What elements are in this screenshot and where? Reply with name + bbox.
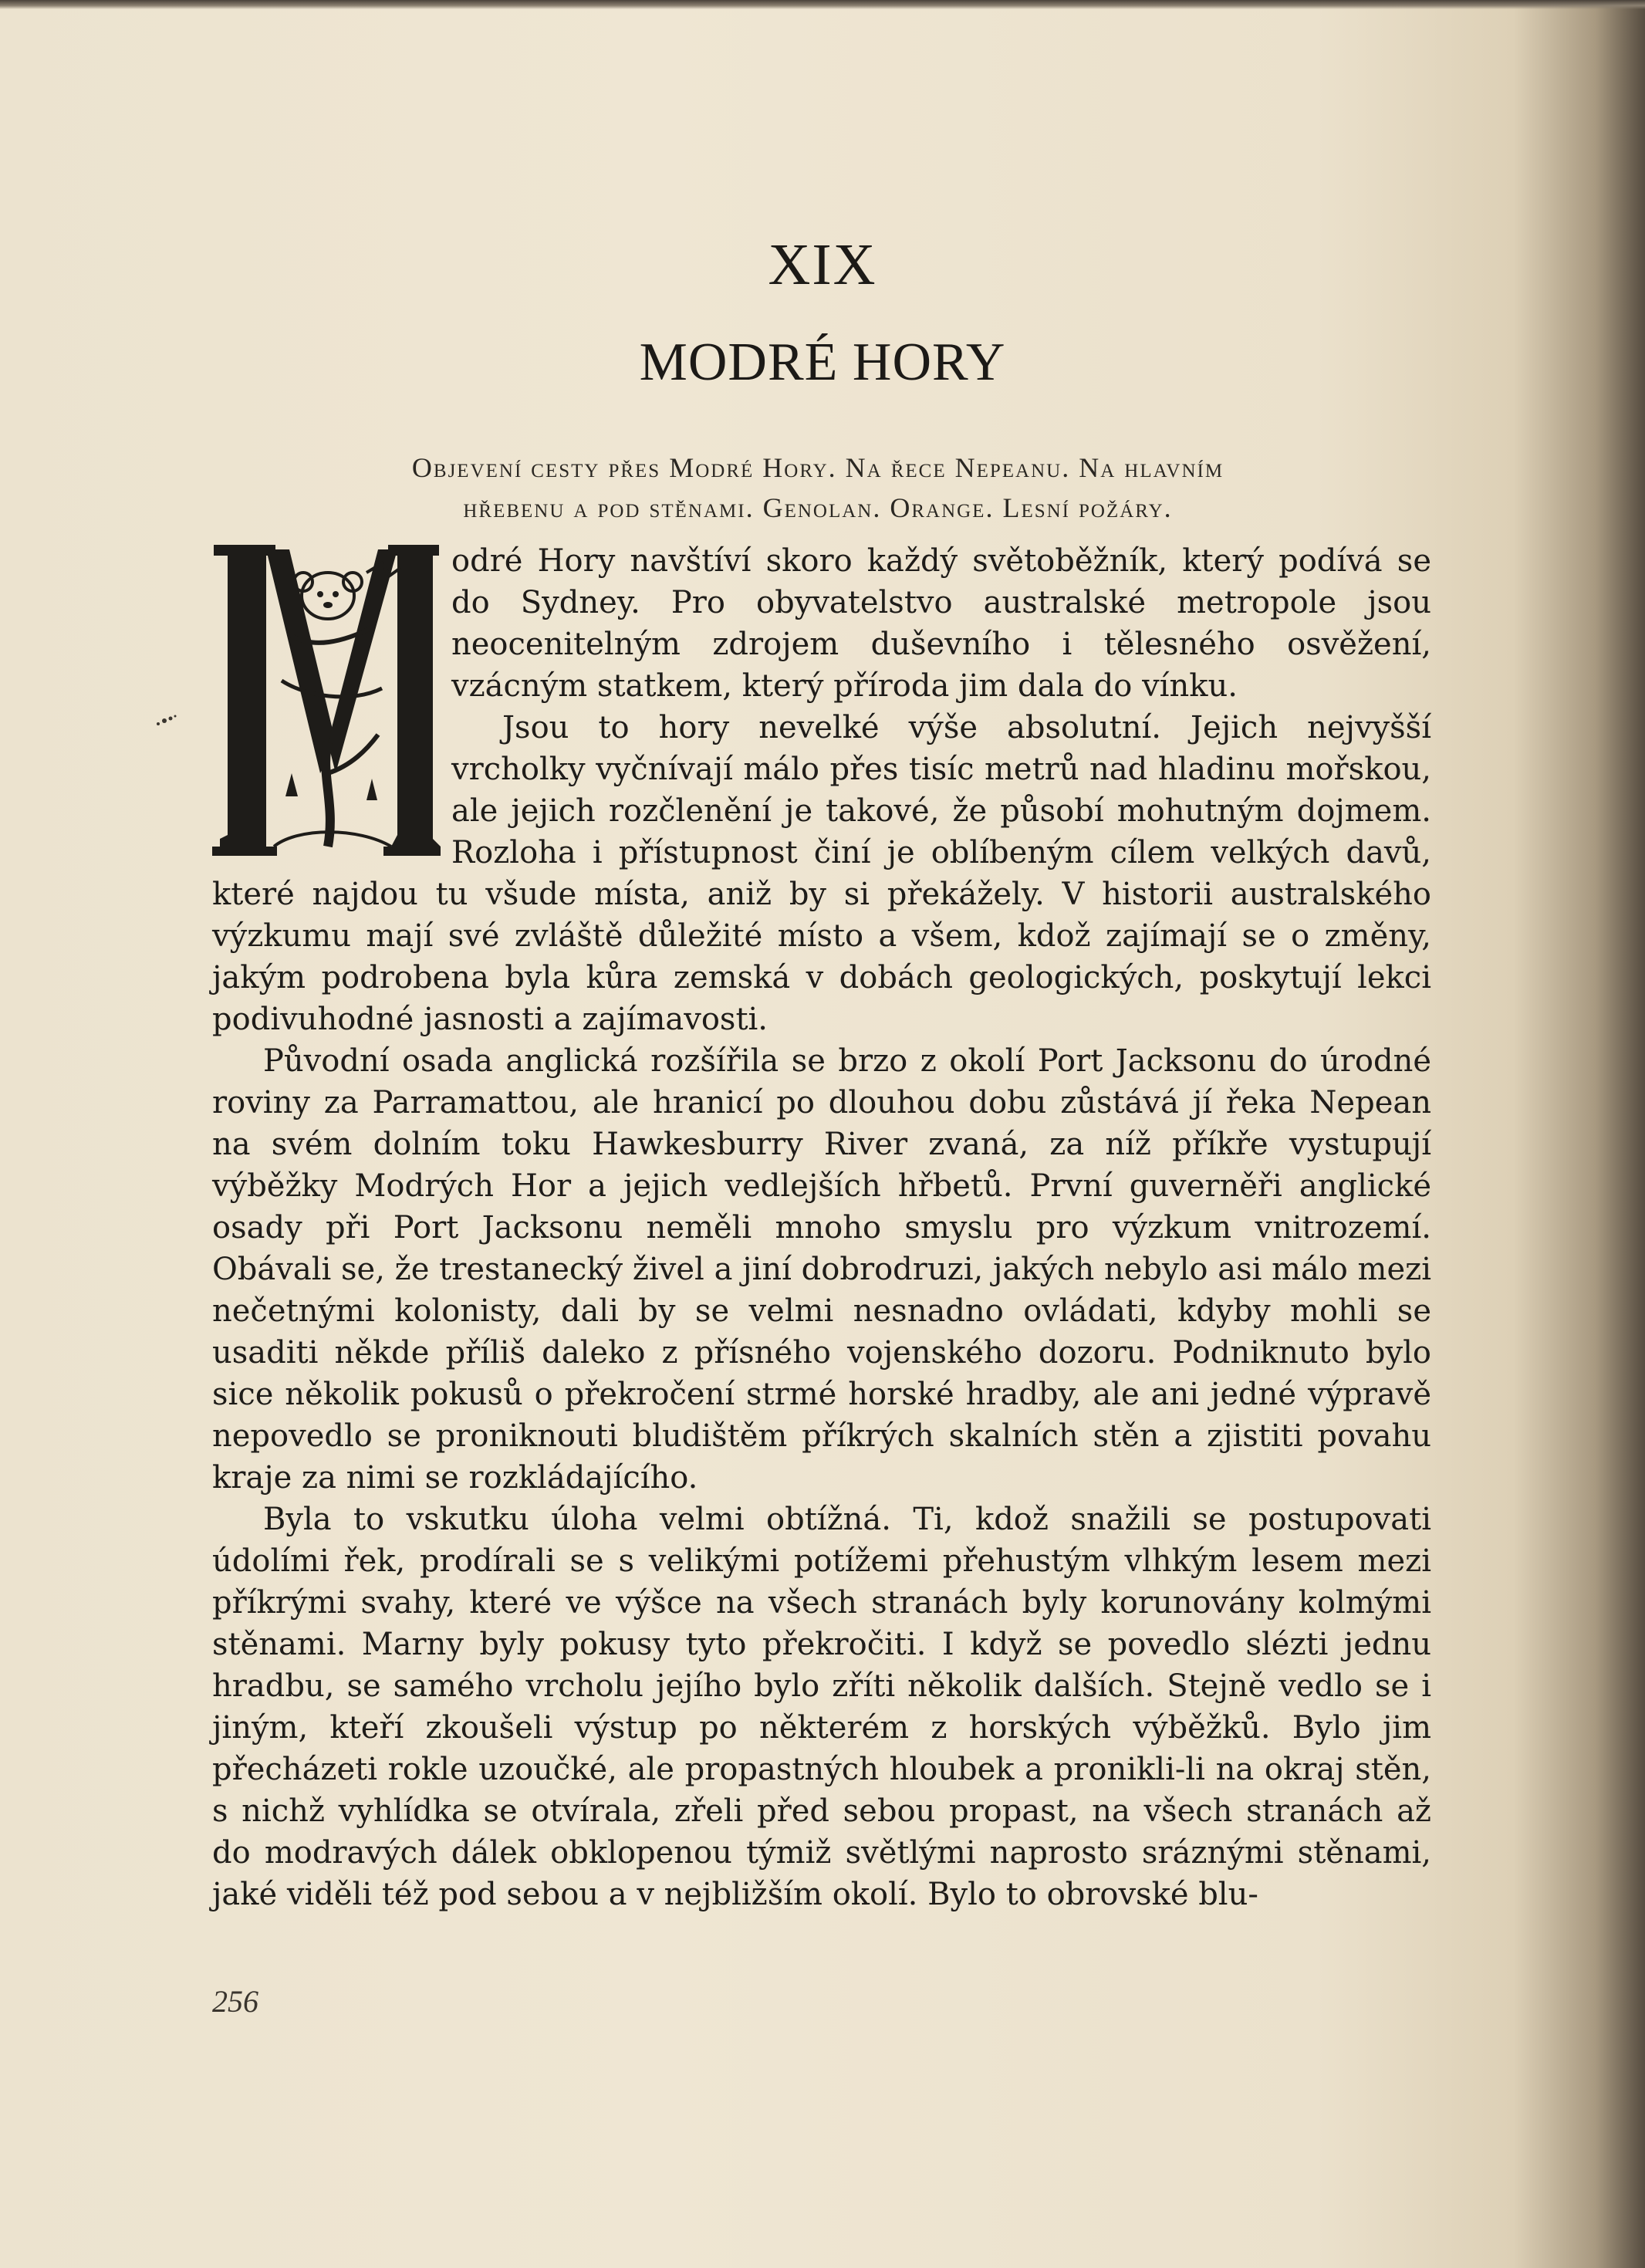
paragraph-1: odré Hory navštíví skoro každý světoběžník, který podívá se do Sydney. Pro obyvatelstvo australské metropole jsou neocenitelným zdrojem duševního i tělesného osvěžení, vzácným statkem, který příroda jim dala do vínku. (451, 543, 1431, 704)
body-text (212, 540, 1431, 1915)
decorated-initial-m-icon (212, 542, 441, 857)
chapter-title: MODRÉ HORY (639, 333, 1006, 392)
paragraph-2: Jsou to hory nevelké výše absolutní. Jejich nejvyšší vrcholky vyčnívají málo přes tisíc metrů nad hladinu mořskou, ale jejich rozčlenění je takové, že působí mohutným dojmem. Rozloha i přístupnost činí je oblíbeným cílem velkých davů, které najdou tu všude místa, aniž by si překážely. V historii australského výzkumu mají své zvláště důležité místo a všem, kdož zajímají se o změny, jakým podrobena byla kůra zemská v dobách geologických, poskytují lekci podivuhodné jasnosti a zajímavosti. (212, 710, 1431, 1037)
paragraph-4: Byla to vskutku úloha velmi obtížná. Ti, kdož snažili se postupovati údolími řek, prodírali se s velikými potížemi přehustým vlhkým lesem mezi příkrými svahy, které ve výšce na všech stranách byly korunovány kolmými stěnami. Marny byly pokusy tyto překročiti. I když se povedlo slézti jednu hradbu, se samého vrcholu jejího bylo zříti několik dalších. Stejně vedlo se i jiným, kteří zkoušeli výstup po některém z horských výběžků. Bylo jim přecházeti rokle uzoučké, ale propastných hloubek a pronikli-li na okraj stěn, s nichž vyhlídka se otvírala, zřeli před sebou propast, na všech stranách až do modravých dálek obklopenou týmiž světlými naprosto sráznými stěnami, jaké viděli též pod sebou a v nejbližším okolí. Bylo to obrovské blu- (212, 1502, 1431, 1912)
summary-line-2: hřebenu a pod stěnami. Genolan. Orange. Lesní požáry. (463, 492, 1173, 523)
ink-speck-icon (150, 710, 181, 733)
page-number: 256 (212, 1984, 258, 2019)
paragraph-3: Původní osada anglická rozšířila se brzo z okolí Port Jacksonu do úrodné roviny za Parramattou, ale hranicí po dlouhou dobu zůstává jí řeka Nepean na svém dolním toku Hawkesburry River zvaná, za níž příkře vystupují výběžky Modrých Hor a jejich vedlejších hřbetů. První guverněři anglické osady při Port Jacksonu neměli mnoho smyslu pro výzkum vnitrozemí. Obávali se, že trestanecký živel a jiní dobrodruzi, jakých nebylo asi málo mezi nečetnými kolonisty, dali by se velmi nesnadno ovládati, kdyby mohli se usaditi někde příliš daleko z přísného vojenského dozoru. Podniknuto bylo sice několik pokusů o překročení strmé horské hradby, ale ani jedné výpravě nepovedlo se proniknouti bludištěm příkrých skalních stěn a zjistiti povahu kraje za nimi se rozkládajícího. (212, 1043, 1431, 1496)
page-top-edge (0, 0, 1645, 9)
chapter-number: XIX (768, 232, 877, 297)
summary-line-1: Objevení cesty přes Modré Hory. Na řece Nepeanu. Na hlavním (411, 452, 1224, 483)
chapter-summary (247, 448, 1389, 528)
